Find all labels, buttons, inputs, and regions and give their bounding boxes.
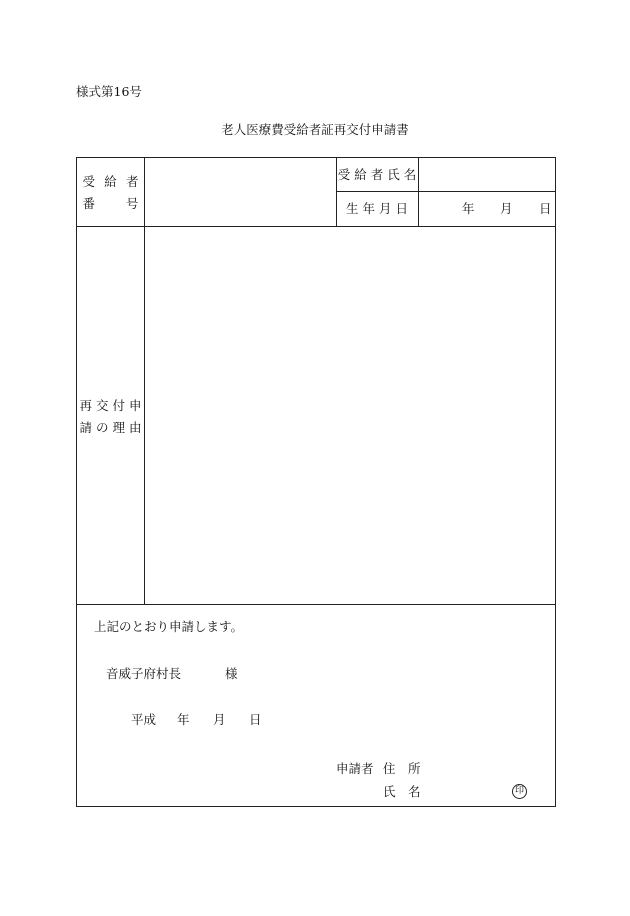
name-label: 氏 名 [383, 784, 421, 799]
reissue-reason-label-line-2: 請 の 理 由 [79, 419, 142, 435]
form-number: 様式第16号 [76, 84, 142, 99]
reissue-reason-label [77, 227, 144, 604]
name-field[interactable] [436, 782, 508, 802]
reissue-reason-label-line-1: 再 交 付 申 [79, 397, 142, 413]
reissue-reason-field[interactable] [145, 227, 555, 604]
birthdate-year-unit: 年 [462, 201, 475, 216]
applicant-label: 申請者 [336, 761, 374, 776]
recipient-number-char-3: 者 [125, 174, 139, 189]
date-day-unit: 日 [249, 712, 262, 727]
date-month-unit: 月 [213, 712, 226, 727]
birthdate-month-unit: 月 [500, 201, 513, 216]
recipient-number-char-1: 受 [82, 174, 96, 189]
recipient-number-field[interactable] [145, 158, 336, 226]
recipient-number-char-5: 号 [125, 196, 139, 211]
recipient-number-char-2: 給 [104, 174, 117, 189]
address-field[interactable] [436, 758, 548, 778]
birthdate-day-unit: 日 [539, 201, 552, 216]
addressee: 音威子府村長 [106, 666, 182, 681]
recipient-name-label: 受 給 者 氏 名 [337, 167, 417, 182]
honorific: 様 [225, 666, 238, 681]
birthdate-label: 生 年 月 日 [346, 201, 408, 216]
birthdate-field[interactable] [419, 192, 555, 226]
recipient-number-label [77, 158, 144, 226]
date-year-unit: 年 [177, 712, 190, 727]
document-title: 老人医療費受給者証再交付申請書 [221, 122, 409, 137]
recipient-number-char-4: 番 [82, 196, 96, 211]
row-divider-bottom [76, 604, 556, 605]
date-era: 平成 [131, 712, 157, 727]
declaration-statement: 上記のとおり申請します。 [94, 619, 244, 634]
address-label: 住 所 [383, 761, 421, 776]
recipient-name-field[interactable] [419, 158, 555, 191]
seal-mark: 印 [512, 784, 527, 799]
